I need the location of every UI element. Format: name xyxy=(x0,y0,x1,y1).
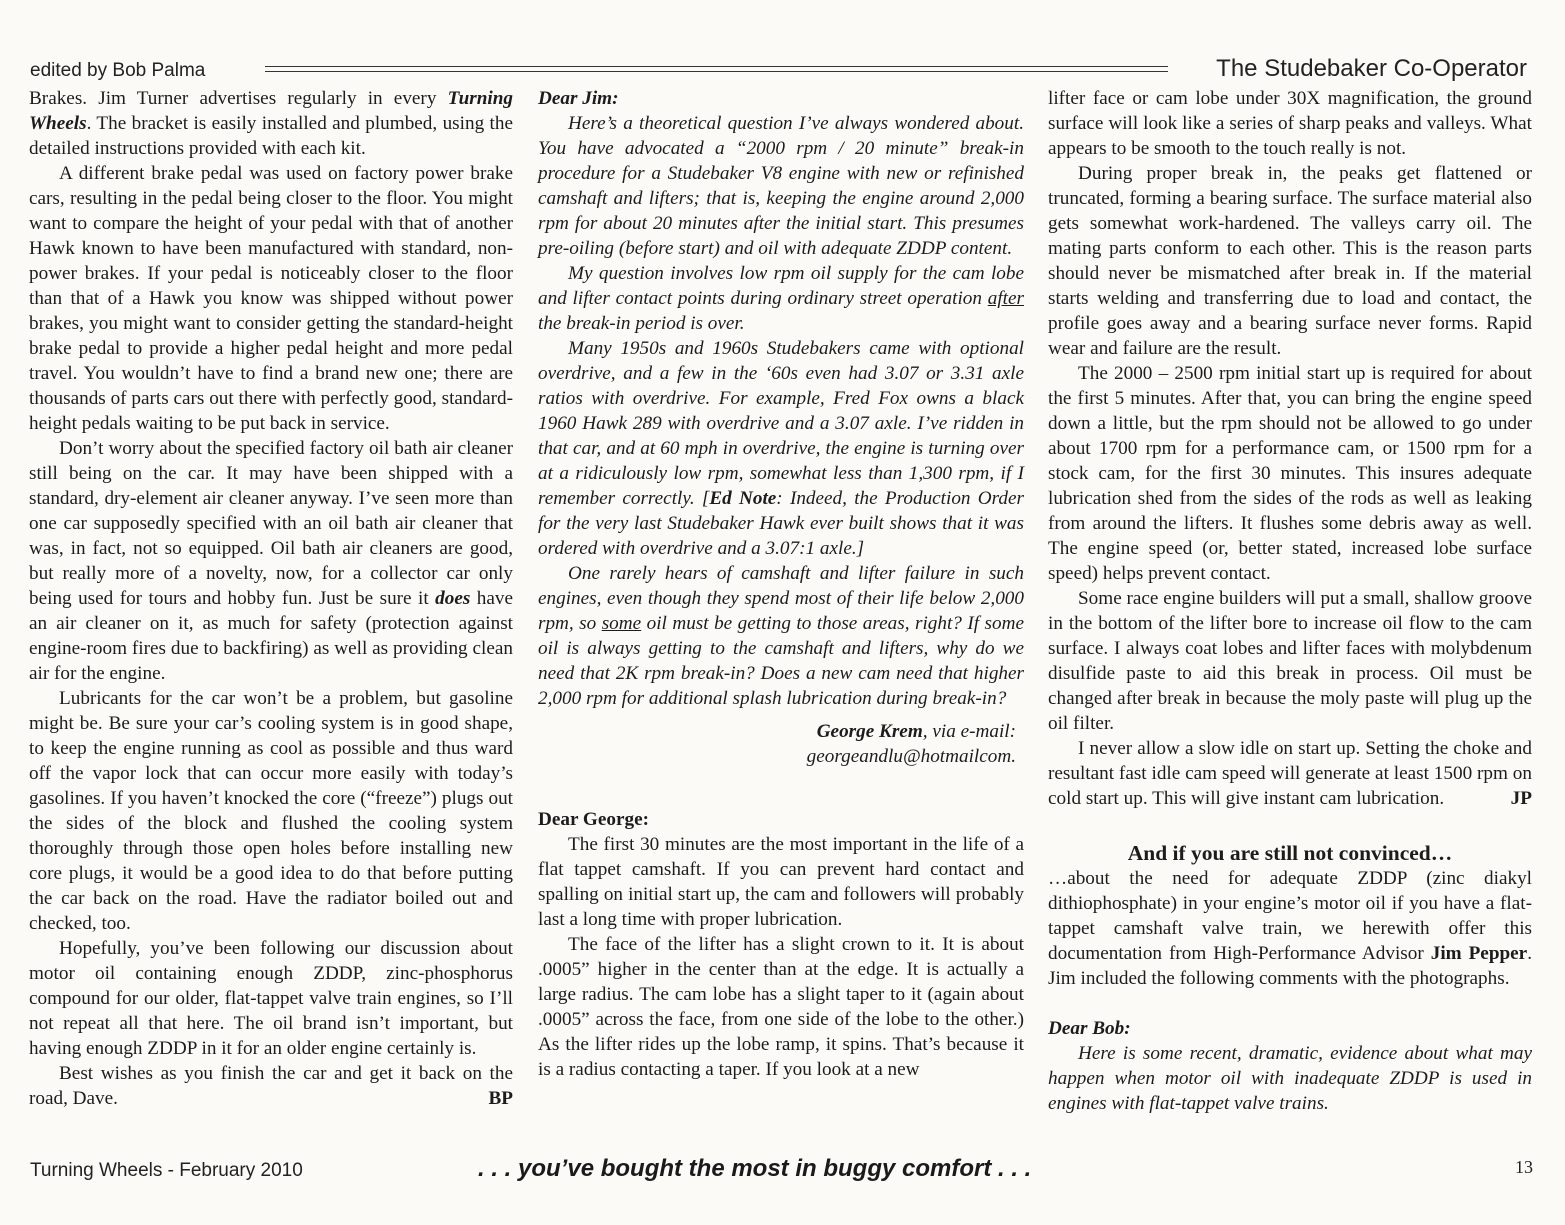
text-run: I never allow a slow idle on start up. Setting the choke and resultant fast idle cam speed will generate at least 1500 rpm on cold start up. This will give instant cam lubrication. xyxy=(1048,738,1532,809)
header-double-rule xyxy=(265,66,1168,72)
author-initials: BP xyxy=(488,1088,513,1109)
reply-salutation: Dear George: xyxy=(538,809,649,830)
editor-note-label: Ed Note xyxy=(709,488,777,509)
paragraph: Hopefully, you’ve been following our discussion about motor oil containing enough ZDDP, zinc-phosphorus compound for our older, flat-tappet valve train engines, so I’ll not repeat all that here. The oil brand isn’t important, but having enough ZDDP in it for an older engine certainly is. xyxy=(29,938,513,1059)
page-number: 13 xyxy=(1515,1157,1533,1177)
section-heading: And if you are still not convinced… xyxy=(1127,841,1453,865)
signature-via: , via e-mail: xyxy=(922,721,1016,742)
column-right xyxy=(1048,86,1532,1116)
signature-name: George Krem xyxy=(816,721,923,742)
text-run: . Jim included the following comments with the photographs. xyxy=(1048,943,1532,989)
paragraph xyxy=(29,436,513,686)
running-head-column-title: The Studebaker Co-Operator xyxy=(1216,55,1527,82)
text-run: . The bracket is easily installed and plumbed, using the detailed instructions provided with each kit. xyxy=(29,113,513,159)
paragraph: The first 30 minutes are the most important in the life of a flat tappet camshaft. If you can prevent hard contact and spalling on initial start up, the cam and followers will probably last a long time with proper lubrication. xyxy=(538,834,1024,930)
paragraph xyxy=(1048,866,1532,991)
text-run: the break-in period is over. xyxy=(538,313,745,334)
letter-salutation: Dear Bob: xyxy=(1048,1018,1131,1039)
text-run: Brakes. Jim Turner advertises regularly in every xyxy=(29,88,448,109)
letter-paragraph: Here’s a theoretical question I’ve always wondered about. You have advocated a “2000 rpm / 20 minute” break-in procedure for a Studebaker V8 engine with new or refinished camshaft and lifters; that is, keeping the engine around 2,000 rpm for about 20 minutes after the initial start. This presumes pre-oiling (before start) and oil with adequate ZDDP content. xyxy=(538,113,1024,259)
paragraph: The face of the lifter has a slight crown to it. It is about .0005” higher in the center than at the edge. It is actually a large radius. The cam lobe has a slight taper to it (again about .0005” across the face, from one side of the lobe to the other.) As the lifter rides up the lobe ramp, it spins. That’s because it is a radius contacting a taper. If you look at a new xyxy=(538,934,1024,1080)
column-middle xyxy=(538,86,1024,1082)
paragraph: Some race engine builders will put a small, shallow groove in the bottom of the lifter bore to increase oil flow to the cam surface. I always coat lobes and lifter faces with molybdenum disulfide paste to aid this break in process. Oil must be changed after break in because the moly paste will plug up the oil filter. xyxy=(1048,588,1532,734)
text-run: …about the need for adequate ZDDP (zinc diakyl dithiophosphate) in your engine’s motor oil if you have a flat-tappet camshaft valve train, we herewith offer this documentation from High-Performance Advisor xyxy=(1048,868,1532,964)
paragraph xyxy=(29,86,513,161)
text-run: Many 1950s and 1960s Studebakers came with optional overdrive, and a few in the ‘60s even had 3.07 or 3.31 axle ratios with overdrive. For example, Fred Fox owns a black 1960 Hawk 289 with overdrive and a 3.07 axle. I’ve ridden in that car, and at 60 mph in overdrive, the engine is turning over at a ridiculously low rpm, somewhat less than 1,300 rpm, if I remember correctly. [ xyxy=(538,338,1024,509)
underlined-word: some xyxy=(601,613,642,634)
text-run: Don’t worry about the specified factory oil bath air cleaner still being on the car. It may have been shipped with a standard, dry-element air cleaner anyway. I’ve seen more than one car supposedly specified with an oil bath air cleaner that was, in fact, not so equipped. Oil bath air cleaners are good, but really more of a novelty, now, for a collector car only being used for tours and hobby fun. Just be sure it xyxy=(29,438,513,609)
paragraph: lifter face or cam lobe under 30X magnification, the ground surface will look like a series of sharp peaks and valleys. What appears to be smooth to the touch really is not. xyxy=(1048,88,1532,159)
paragraph xyxy=(1048,736,1532,811)
text-run: Best wishes as you finish the car and get it back on the road, Dave. xyxy=(29,1063,513,1109)
paragraph: Lubricants for the car won’t be a problem, but gasoline might be. Be sure your car’s cooling system is in good shape, to keep the engine running as cool as possible and thus ward off the vapor lock that can occur more easily with today’s gasolines. If you haven’t knocked the core (“freeze”) plugs out the sides of the block and flushed the cooling system thoroughly through those open holes before installing new core plugs, it would be a good idea to do that before putting the car back on the road. Have the radiator boiled out and checked, too. xyxy=(29,688,513,934)
author-initials: JP xyxy=(1510,788,1532,809)
text-run: One rarely hears of camshaft and lifter failure in such engines, even though they spend most of their life below 2,000 rpm, so xyxy=(538,563,1024,634)
text-run: oil must be getting to those areas, right? If some oil is always getting to the camshaft and lifters, why do we need that 2K rpm break-in? Does a new cam need that higher 2,000 rpm for additional splash lubrication during break-in? xyxy=(538,613,1024,709)
running-head-editor: edited by Bob Palma xyxy=(30,60,206,81)
underlined-word: after xyxy=(987,288,1024,309)
paragraph xyxy=(29,1061,513,1111)
paragraph: During proper break in, the peaks get flattened or truncated, forming a bearing surface. The surface material also gets somewhat work-hardened. The valleys carry oil. The mating parts conform to each other. This is the reason parts should never be mismatched after break in. If the material starts welding and transferring due to load and contact, the profile goes away and a bearing surface never forms. Rapid wear and failure are the result. xyxy=(1048,163,1532,359)
advisor-name: Jim Pepper xyxy=(1430,943,1528,964)
text-run: My question involves low rpm oil supply for the cam lobe and lifter contact points during ordinary street operation xyxy=(538,263,1024,309)
footer-tagline: . . . you’ve bought the most in buggy comfort . . . xyxy=(478,1155,1032,1182)
signature-email: georgeandlu@hotmailcom. xyxy=(806,746,1016,767)
text-run: : Indeed, the Production Order for the very last Studebaker Hawk ever built shows that it was ordered with overdrive and a 3.07:1 axle.] xyxy=(538,488,1024,559)
magazine-title-emphasis: Turning Wheels xyxy=(29,88,513,134)
column-left xyxy=(29,86,513,1111)
letter-paragraph xyxy=(538,261,1024,336)
text-run: have an air cleaner on it, as much for safety (protection against engine-room fires due to backfiring) as well as providing clean air for the engine. xyxy=(29,588,513,684)
footer-publication: Turning Wheels - February 2010 xyxy=(30,1160,303,1181)
paragraph: The 2000 – 2500 rpm initial start up is required for about the first 5 minutes. After that, you can bring the engine speed down a little, but the rpm should not be allowed to go under about 1700 rpm for a performance cam, or 1500 rpm for a stock cam, for the first 30 minutes. This insures adequate lubrication shed from the sides of the rods as well as leaking from around the lifters. It flushes some debris away as well. The engine speed (or, better stated, increased lobe surface speed) helps prevent contact. xyxy=(1048,363,1532,584)
letter-paragraph xyxy=(538,561,1024,711)
letter-salutation: Dear Jim: xyxy=(538,88,619,109)
emphasis: does xyxy=(435,588,471,609)
letter-paragraph xyxy=(538,336,1024,561)
paragraph: A different brake pedal was used on factory power brake cars, resulting in the pedal being closer to the floor. You might want to compare the height of your pedal with that of another Hawk known to have been manufactured with standard, non-power brakes. If your pedal is noticeably closer to the floor than that of a Hawk you know was shipped without power brakes, you might want to consider getting the standard-height brake pedal to provide a higher pedal height and more pedal travel. You wouldn’t have to find a brand new one; there are thousands of parts cars out there with perfectly good, standard-height pedals waiting to be put back in service. xyxy=(29,163,513,434)
letter-paragraph: Here is some recent, dramatic, evidence about what may happen when motor oil with inadequate ZDDP is used in engines with flat-tappet valve trains. xyxy=(1048,1043,1532,1114)
letter-signature xyxy=(538,719,1024,744)
